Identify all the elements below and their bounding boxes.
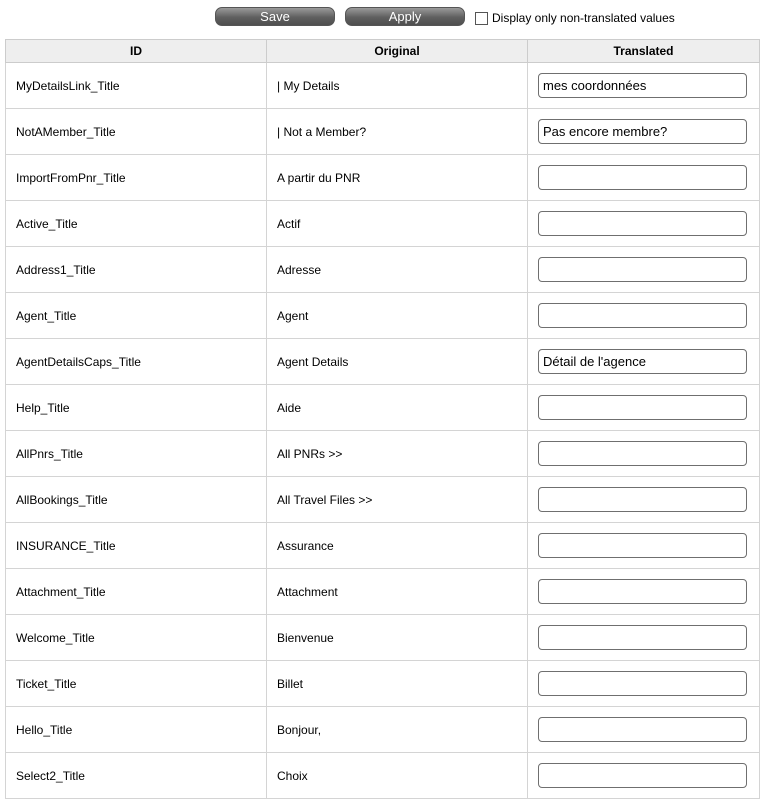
cell-translated (528, 477, 760, 523)
cell-id: INSURANCE_Title (6, 523, 267, 569)
cell-original: Choix (267, 753, 528, 799)
translated-input[interactable] (538, 441, 747, 466)
cell-id: Welcome_Title (6, 615, 267, 661)
cell-id: Ticket_Title (6, 661, 267, 707)
table-row (6, 293, 760, 339)
cell-original: | Not a Member? (267, 109, 528, 155)
cell-original: A partir du PNR (267, 155, 528, 201)
cell-translated (528, 523, 760, 569)
cell-translated (528, 707, 760, 753)
cell-translated (528, 615, 760, 661)
cell-original: All Travel Files >> (267, 477, 528, 523)
cell-original: Aide (267, 385, 528, 431)
cell-id: AgentDetailsCaps_Title (6, 339, 267, 385)
toolbar (0, 0, 761, 36)
cell-translated (528, 431, 760, 477)
cell-original: Bonjour, (267, 707, 528, 753)
cell-original: Assurance (267, 523, 528, 569)
translated-input[interactable] (538, 165, 747, 190)
cell-original: Actif (267, 201, 528, 247)
table-header-row (6, 40, 760, 63)
cell-id: Agent_Title (6, 293, 267, 339)
cell-original: All PNRs >> (267, 431, 528, 477)
cell-original: Agent Details (267, 339, 528, 385)
cell-translated (528, 753, 760, 799)
cell-original: | My Details (267, 63, 528, 109)
cell-translated (528, 247, 760, 293)
cell-translated (528, 109, 760, 155)
table-row (6, 247, 760, 293)
cell-original: Adresse (267, 247, 528, 293)
cell-id: Active_Title (6, 201, 267, 247)
column-header-translated: Translated (528, 40, 760, 63)
non-translated-checkbox[interactable] (475, 12, 488, 25)
translation-table (5, 39, 760, 799)
cell-translated (528, 155, 760, 201)
table-row (6, 707, 760, 753)
translated-input[interactable]: Détail de l'agence (538, 349, 747, 374)
cell-id: AllPnrs_Title (6, 431, 267, 477)
cell-translated (528, 385, 760, 431)
cell-id: Hello_Title (6, 707, 267, 753)
table-row (6, 339, 760, 385)
cell-id: ImportFromPnr_Title (6, 155, 267, 201)
translated-input[interactable] (538, 395, 747, 420)
translated-input[interactable] (538, 763, 747, 788)
table-row (6, 109, 760, 155)
table-row (6, 155, 760, 201)
translated-input[interactable]: Pas encore membre? (538, 119, 747, 144)
translated-input[interactable]: mes coordonnées (538, 73, 747, 98)
table-row (6, 385, 760, 431)
table-row (6, 63, 760, 109)
table-row (6, 477, 760, 523)
cell-id: Select2_Title (6, 753, 267, 799)
translated-input[interactable] (538, 671, 747, 696)
cell-id: Help_Title (6, 385, 267, 431)
cell-translated (528, 569, 760, 615)
table-row (6, 431, 760, 477)
table-row (6, 615, 760, 661)
cell-translated (528, 63, 760, 109)
translated-input[interactable] (538, 533, 747, 558)
cell-original: Agent (267, 293, 528, 339)
cell-translated (528, 661, 760, 707)
apply-button[interactable]: Apply (345, 7, 465, 26)
cell-translated (528, 339, 760, 385)
cell-original: Billet (267, 661, 528, 707)
cell-translated (528, 293, 760, 339)
translated-input[interactable] (538, 303, 747, 328)
cell-original: Bienvenue (267, 615, 528, 661)
cell-id: MyDetailsLink_Title (6, 63, 267, 109)
cell-id: AllBookings_Title (6, 477, 267, 523)
table-row (6, 523, 760, 569)
table-row (6, 753, 760, 799)
non-translated-filter[interactable] (475, 11, 675, 25)
cell-translated (528, 201, 760, 247)
translated-input[interactable] (538, 625, 747, 650)
translated-input[interactable] (538, 717, 747, 742)
cell-original: Attachment (267, 569, 528, 615)
table-row (6, 661, 760, 707)
column-header-original: Original (267, 40, 528, 63)
translated-input[interactable] (538, 211, 747, 236)
cell-id: NotAMember_Title (6, 109, 267, 155)
save-button[interactable]: Save (215, 7, 335, 26)
non-translated-filter-label: Display only non-translated values (492, 11, 675, 25)
translated-input[interactable] (538, 579, 747, 604)
table-row (6, 201, 760, 247)
translated-input[interactable] (538, 487, 747, 512)
translated-input[interactable] (538, 257, 747, 282)
cell-id: Address1_Title (6, 247, 267, 293)
cell-id: Attachment_Title (6, 569, 267, 615)
table-row (6, 569, 760, 615)
column-header-id: ID (6, 40, 267, 63)
